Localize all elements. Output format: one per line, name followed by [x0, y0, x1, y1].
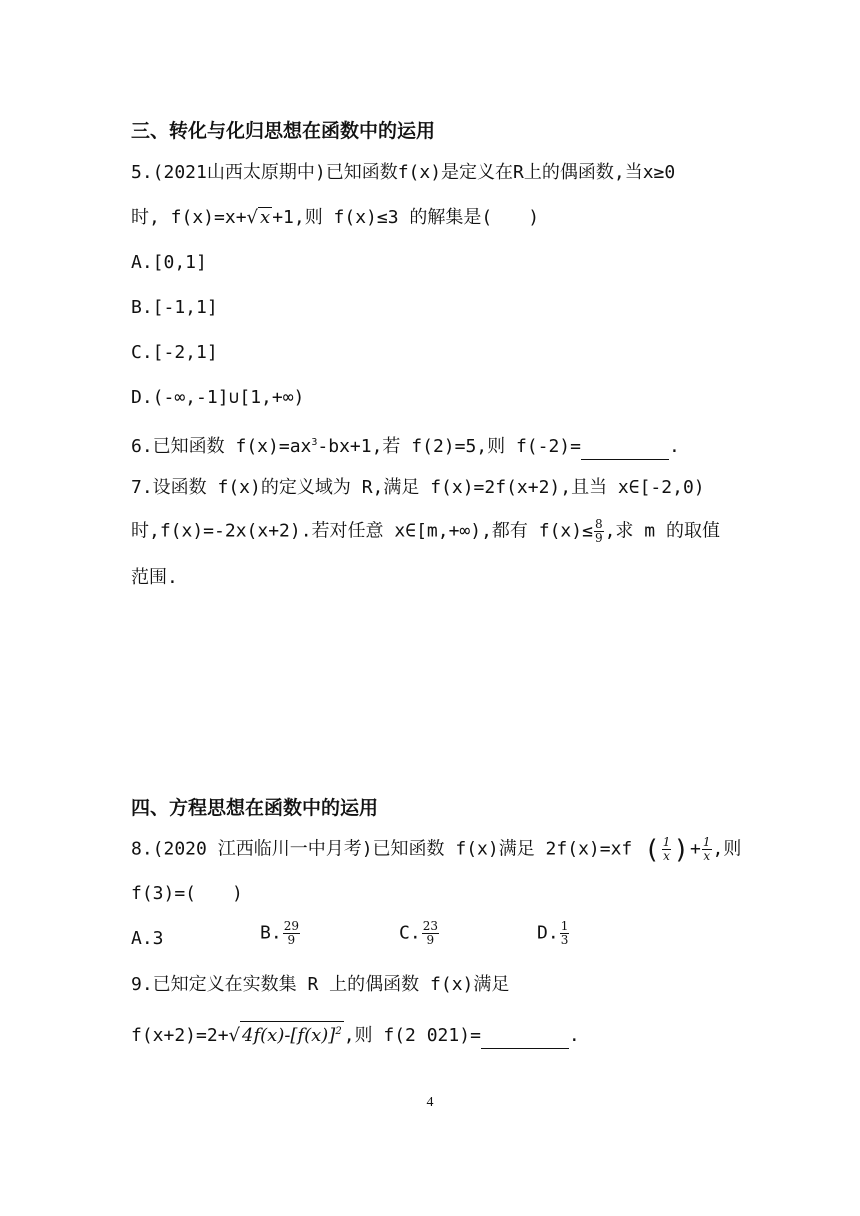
fraction-numerator: 29 — [283, 919, 299, 933]
question-7-line-3: 范围. — [131, 567, 178, 588]
fraction-denominator: 9 — [594, 531, 603, 545]
fraction-denominator: 9 — [426, 933, 435, 947]
question-6 — [131, 430, 680, 460]
fraction-numerator: 23 — [422, 919, 438, 933]
question-8-option-a: A.3 — [131, 928, 164, 949]
sqrt-symbol: √ — [246, 207, 259, 228]
question-8-option-c — [399, 920, 440, 947]
question-7-text-a: 时,f(x)=-2x(x+2).若对任意 x∈[m,+∞),都有 f(x)≤ — [131, 520, 593, 542]
question-6-text-b: -bx+1,若 f(2)=5,则 f(-2)= — [317, 436, 581, 457]
question-5-text-a: 时, f(x)=x+ — [131, 207, 247, 228]
plus-sign: + — [690, 838, 701, 860]
fraction-denominator: 3 — [560, 933, 569, 947]
section-3-heading: 三、转化与化归思想在函数中的运用 — [131, 120, 436, 142]
question-5-line-1: 5.(2021山西太原期中)已知函数f(x)是定义在R上的偶函数,当x≥0 — [131, 162, 676, 183]
question-5-option-b: B.[-1,1] — [131, 297, 218, 318]
sqrt-exponent: 2 — [335, 1026, 342, 1037]
question-5-option-d: D.(-∞,-1]∪[1,+∞) — [131, 387, 305, 408]
fraction-1-3 — [560, 920, 570, 947]
question-9-text-a: f(x+2)=2+ — [131, 1025, 229, 1046]
right-paren: ) — [673, 834, 690, 865]
option-label: B. — [260, 922, 282, 944]
fraction-numerator: 1 — [702, 835, 711, 849]
question-5-option-c: C.[-2,1] — [131, 342, 218, 363]
option-label: C. — [399, 922, 421, 944]
sqrt-symbol: √ — [228, 1025, 241, 1046]
question-9-line-2 — [131, 1021, 580, 1049]
fraction-23-9 — [422, 920, 439, 947]
fraction-denominator: x — [663, 849, 670, 863]
question-5-sqrt-x: x — [260, 207, 271, 228]
question-9-text-c: . — [568, 1025, 580, 1046]
question-9-line-1: 9.已知定义在实数集 R 上的偶函数 f(x)满足 — [131, 974, 510, 995]
fraction-denominator: 9 — [287, 933, 296, 947]
question-5-text-b: +1,则 f(x)≤3 的解集是( ) — [272, 207, 540, 228]
question-8-line-1 — [131, 836, 741, 863]
question-9-sqrt-expr — [240, 1021, 344, 1046]
sqrt-expression: 4f(x)-[f(x)] — [242, 1025, 336, 1046]
section-4-heading: 四、方程思想在函数中的运用 — [131, 797, 379, 819]
fraction-denominator: x — [703, 849, 711, 863]
option-label: D. — [537, 922, 559, 944]
page-number: 4 — [426, 1095, 434, 1110]
question-6-text-a: 6.已知函数 f(x)=ax — [131, 436, 312, 457]
question-7-line-2 — [131, 518, 720, 545]
question-6-exponent: 3 — [311, 437, 318, 448]
question-6-answer-blank[interactable] — [581, 441, 669, 460]
fraction-1-x — [662, 836, 672, 863]
question-7-line-1: 7.设函数 f(x)的定义域为 R,满足 f(x)=2f(x+2),且当 x∈[-2,0) — [131, 477, 705, 498]
question-8-option-b — [260, 920, 301, 947]
question-6-text-c: . — [668, 436, 680, 457]
fraction-1-x-second — [702, 836, 712, 863]
question-5-option-a: A.[0,1] — [131, 252, 207, 273]
left-paren: ( — [644, 834, 660, 865]
question-8-option-d — [537, 920, 570, 947]
question-8-line-2: f(3)=( ) — [131, 883, 243, 904]
fraction-numerator: 1 — [560, 919, 569, 933]
fraction-numerator: 1 — [662, 835, 671, 849]
question-8-text-a: 8.(2020 江西临川一中月考)已知函数 f(x)满足 2f(x)=xf — [131, 838, 644, 860]
fraction-29-9 — [283, 920, 300, 947]
question-7-text-b: ,求 m 的取值 — [604, 520, 720, 542]
question-9-answer-blank[interactable] — [481, 1030, 569, 1049]
fraction-numerator: 8 — [594, 517, 603, 531]
question-5-line-2 — [131, 205, 539, 231]
question-8-text-b: ,则 — [712, 838, 742, 860]
question-9-text-b: ,则 f(2 021)= — [343, 1025, 481, 1046]
fraction-8-9 — [594, 518, 604, 545]
